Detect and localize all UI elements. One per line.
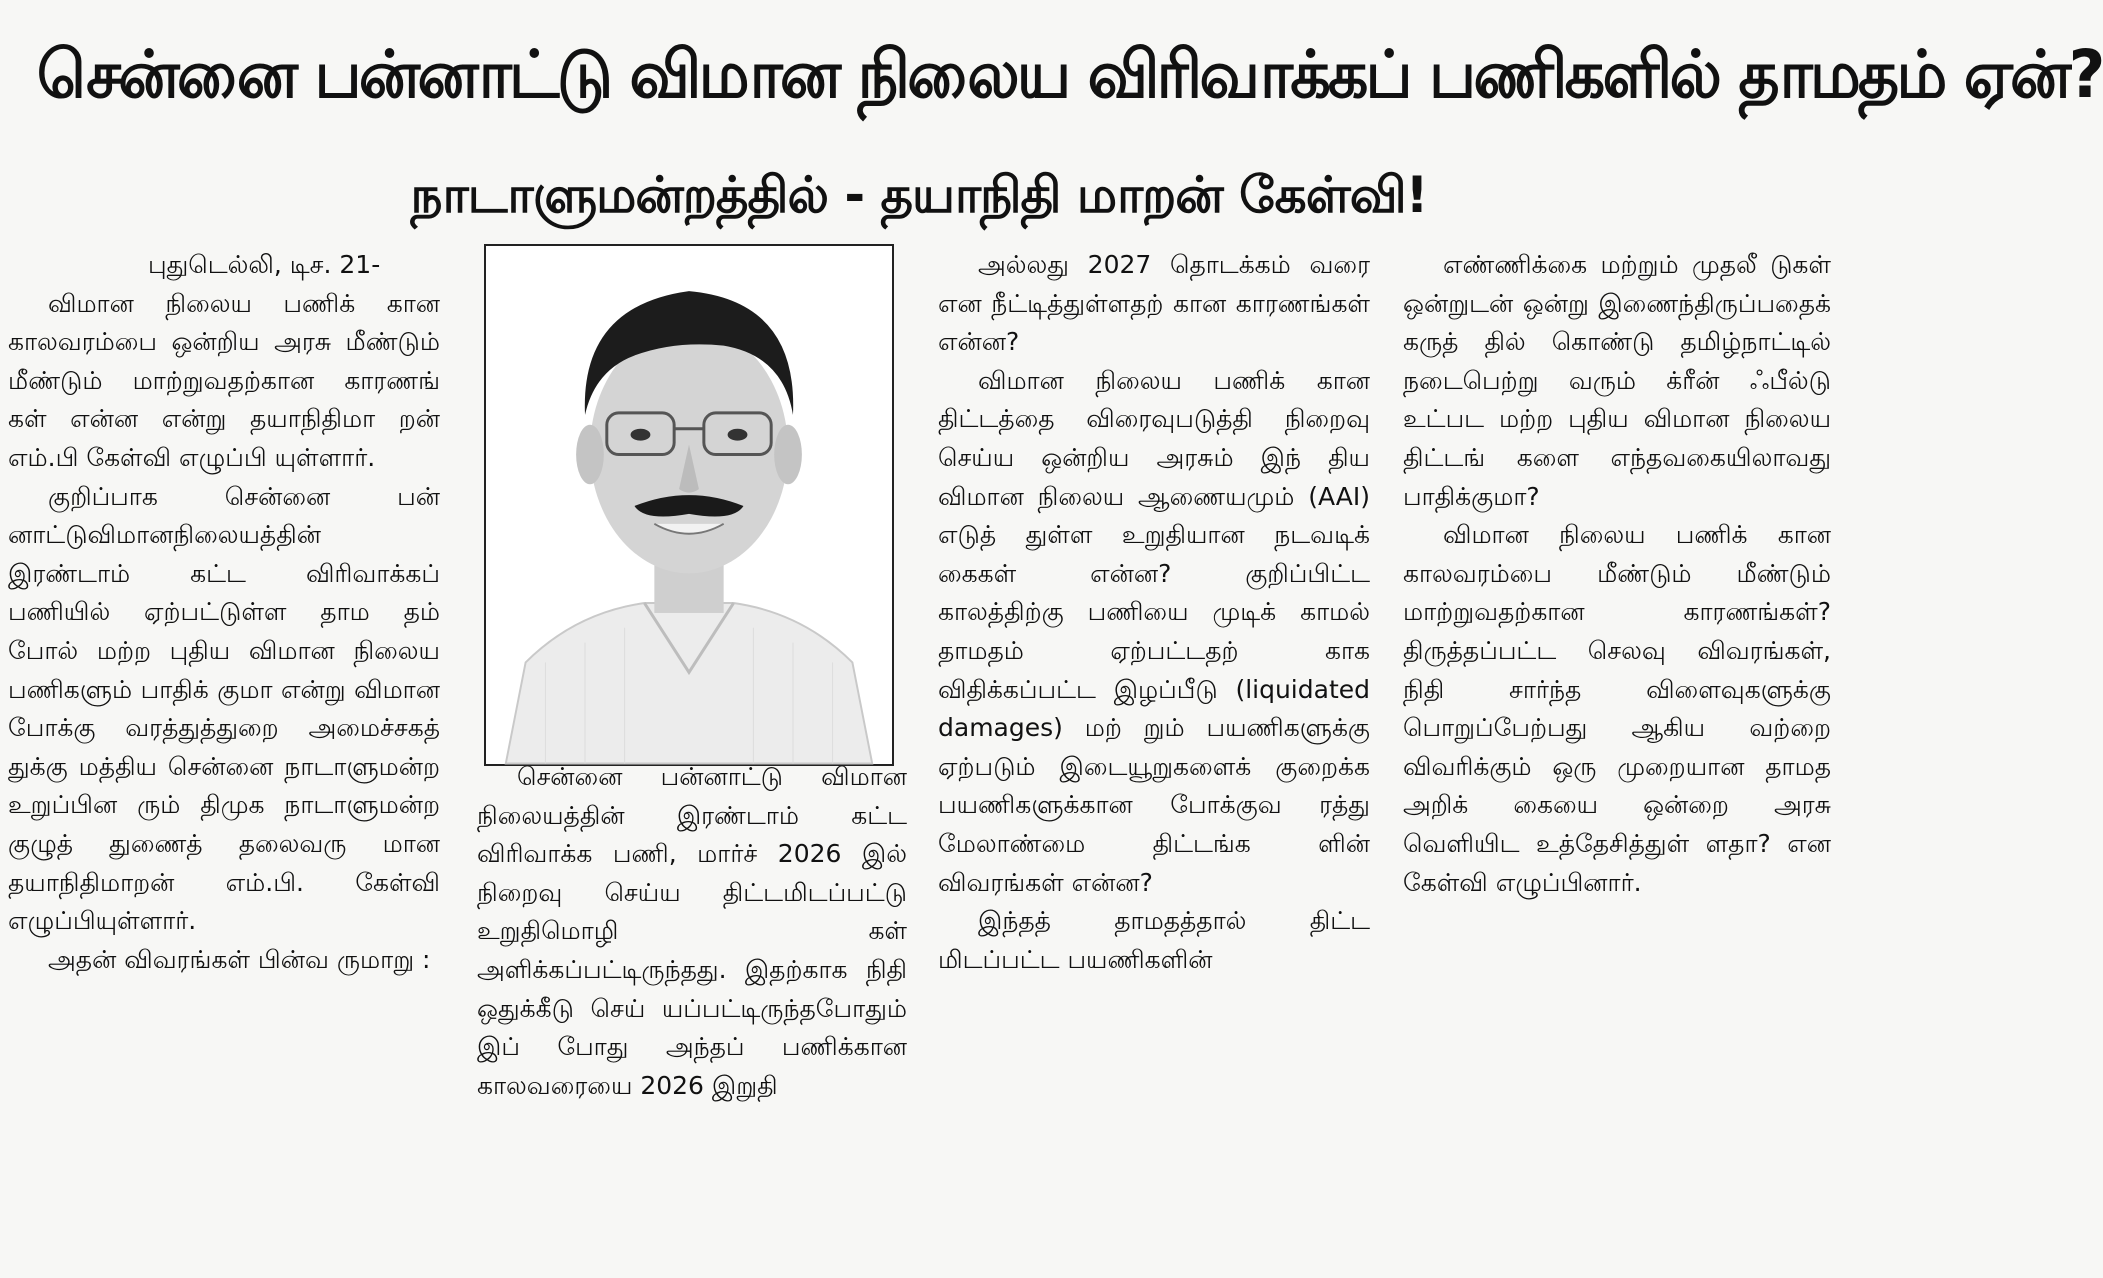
article-column-3 xyxy=(938,246,1370,979)
paragraph: விமான நிலைய பணிக் கான காலவரம்பை மீண்டும் மீண்டும் மாற்றுவதற்கான காரணங்கள்? திருத்தப்பட்ட செலவு விவரங்கள், நிதி சார்ந்த விளைவுகளுக்கு பொறுப்பேற்பது ஆகிய வற்றை விவரிக்கும் ஒரு முறையான தாமத அறிக் கையை ஒன்றை அரசு வெளியிட உத்தேசித்துள் ளதா? என கேள்வி எழுப்பினார். xyxy=(1403,520,1831,897)
portrait-image xyxy=(486,246,892,764)
paragraph: அல்லது 2027 தொடக்கம் வரை என நீட்டித்துள்ளதற் கான காரணங்கள் என்ன? xyxy=(938,250,1370,357)
paragraph: விமான நிலைய பணிக் கான திட்டத்தை விரைவுபடுத்தி நிறைவு செய்ய ஒன்றிய அரசும் இந் திய விமான நிலைய ஆணையமும் (AAI) எடுத் துள்ள உறுதியான நடவடிக் கைகள் என்ன? குறிப்பிட்ட காலத்திற்கு பணியை முடிக் காமல் தாமதம் ஏற்பட்டதற் காக விதிக்கப்பட்ட இழப்பீடு (liquidated damages) மற் றும் பயணிகளுக்கு ஏற்படும் இடையூறுகளைக் குறைக்க பயணிகளுக்கான போக்குவ ரத்து மேலாண்மை திட்டங்க ளின் விவரங்கள் என்ன? xyxy=(938,365,1370,897)
article-column-1 xyxy=(8,246,440,979)
article-column-2 xyxy=(477,758,907,1105)
paragraph: குறிப்பாக சென்னை பன் னாட்டுவிமானநிலையத்தின் இரண்டாம் கட்ட விரிவாக்கப் பணியில் ஏற்பட்டுள்ள தாம தம் போல் மற்ற புதிய விமான நிலைய பணிகளும் பாதிக் குமா என்று விமான போக்கு வரத்துத்துறை அமைச்சகத் துக்கு மத்திய சென்னை நாடாளுமன்ற உறுப்பின ரும் திமுக நாடாளுமன்ற குழுத் துணைத் தலைவரு மான தயாநிதிமாறன் எம்.பி. கேள்வி எழுப்பியுள்ளார். xyxy=(8,481,440,936)
paragraph: இந்தத் தாமதத்தால் திட்ட மிடப்பட்ட பயணிகளின் xyxy=(938,906,1370,974)
article-column-4 xyxy=(1403,246,1831,902)
portrait-photo xyxy=(484,244,894,766)
subheadline: நாடாளுமன்றத்தில் - தயாநிதி மாறன் கேள்வி! xyxy=(410,166,1428,224)
dateline: புதுடெல்லி, டிச. 21- xyxy=(148,250,381,279)
paragraph: விமான நிலைய பணிக் கான காலவரம்பை ஒன்றிய அரசு மீண்டும் மீண்டும் மாற்றுவதற்கான காரணங் கள் என்ன என்று தயாநிதிமா றன் எம்.பி கேள்வி எழுப்பி யுள்ளார். xyxy=(8,288,440,472)
paragraph: அதன் விவரங்கள் பின்வ ருமாறு : xyxy=(48,944,431,974)
paragraph: சென்னை பன்னாட்டு விமான நிலையத்தின் இரண்டாம் கட்ட விரிவாக்க பணி, மார்ச் 2026 இல் நிறைவு செய்ய திட்டமிடப்பட்டு உறுதிமொழி கள் அளிக்கப்பட்டிருந்தது. இதற்காக நிதி ஒதுக்கீடு செய் யப்பட்டிருந்தபோதும் இப் போது அந்தப் பணிக்கான காலவரையை 2026 இறுதி xyxy=(477,762,907,1100)
headline: சென்னை பன்னாட்டு விமான நிலைய விரிவாக்கப் பணிகளில் தாமதம் ஏன்? xyxy=(36,36,2103,113)
paragraph: எண்ணிக்கை மற்றும் முதலீ டுகள் ஒன்றுடன் ஒன்று இணைந்திருப்பதைக் கருத் தில் கொண்டு தமிழ்நாட்டில் நடைபெற்று வரும் க்ரீன் ஃபீல்டு உட்பட மற்ற புதிய விமான நிலைய திட்டங் களை எந்தவகையிலாவது பாதிக்குமா? xyxy=(1403,250,1831,511)
